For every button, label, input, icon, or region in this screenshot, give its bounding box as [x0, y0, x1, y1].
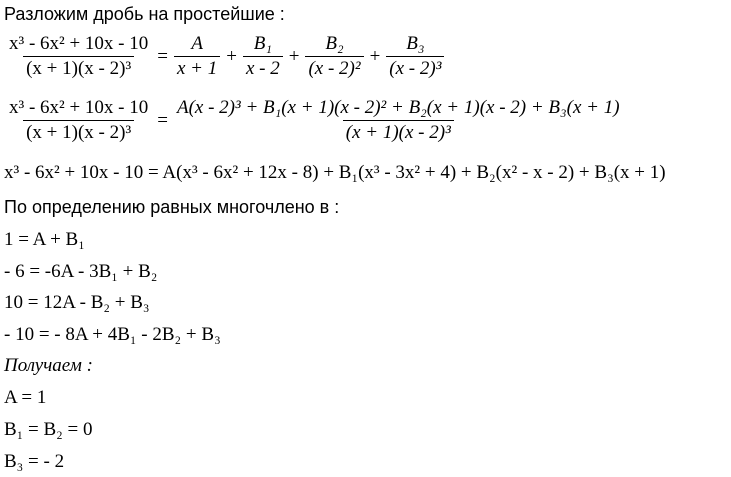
- term-b3-numerator: B₃: [406, 33, 425, 54]
- term-b1-fraction: [243, 33, 283, 80]
- lhs-fraction: [6, 33, 151, 80]
- plus-sign: +: [288, 45, 300, 67]
- result-label: Получаем :: [4, 355, 93, 376]
- lhs-numerator: x³ - 6x² + 10x - 10: [9, 33, 149, 54]
- term-b1-denominator: x - 2: [243, 56, 283, 80]
- rhs-denominator: (x + 1)(x - 2)³: [343, 120, 454, 144]
- term-b2-numerator: B₂: [325, 33, 344, 54]
- plus-sign: +: [369, 45, 381, 67]
- equation-common-denominator: [4, 97, 625, 144]
- term-b2-fraction: [305, 33, 363, 80]
- lhs-denominator: (x + 1)(x - 2)³: [23, 120, 134, 144]
- term-b1-numerator: B₁: [253, 33, 272, 54]
- term-a-denominator: x + 1: [174, 56, 220, 80]
- term-b3-fraction: [386, 33, 444, 80]
- term-a-fraction: [174, 33, 220, 80]
- result-a: A = 1: [4, 387, 47, 408]
- rhs-numerator: A(x - 2)³ + B₁(x + 1)(x - 2)² + B₂(x + 1)(x - 2) + B₃(x + 1): [176, 97, 620, 118]
- result-b1-b2: B₁ = B₂ = 0: [4, 419, 93, 440]
- plus-sign: +: [226, 45, 237, 67]
- equation-decomposition: [4, 33, 446, 80]
- lhs-fraction: [6, 97, 151, 144]
- term-b3-denominator: (x - 2)³: [386, 56, 444, 80]
- rhs-fraction: [174, 97, 623, 144]
- definition-text: По определению равных многочлено в :: [4, 197, 340, 217]
- term-b2-denominator: (x - 2)²: [305, 56, 363, 80]
- system-equation-2: - 6 = -6A - 3B₁ + B₂: [4, 261, 158, 282]
- equation-polynomial-identity: x³ - 6x² + 10x - 10 = A(x³ - 6x² + 12x - 8) + B₁(x³ - 3x² + 4) + B₂(x² - x - 2) + B₃(x + 1): [4, 162, 666, 183]
- heading-text: Разложим дробь на простейшие :: [4, 4, 285, 24]
- equals-sign: =: [157, 45, 168, 67]
- system-equation-3: 10 = 12A - B₂ + B₃: [4, 292, 150, 313]
- system-equation-4: - 10 = - 8A + 4B₁ - 2B₂ + B₃: [4, 324, 221, 345]
- equals-sign: =: [157, 109, 168, 131]
- lhs-denominator: (x + 1)(x - 2)³: [23, 56, 134, 80]
- result-b3: B₃ = - 2: [4, 451, 65, 472]
- lhs-numerator: x³ - 6x² + 10x - 10: [9, 97, 149, 118]
- term-a-numerator: A: [191, 33, 203, 54]
- system-equation-1: 1 = A + B₁: [4, 229, 85, 250]
